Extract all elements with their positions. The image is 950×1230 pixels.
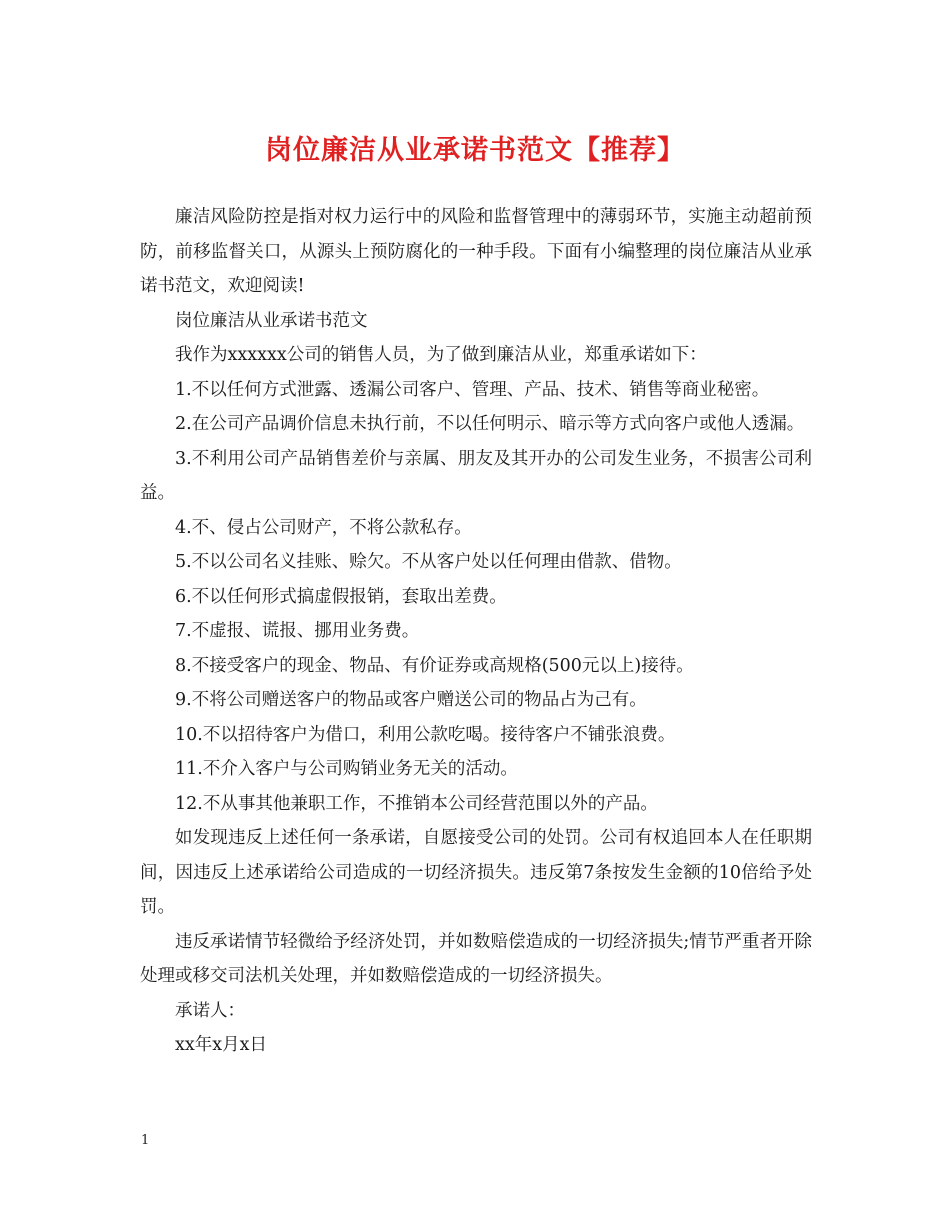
pledge-opening: 我作为xxxxxx公司的销售人员，为了做到廉洁从业，郑重承诺如下：	[175, 345, 707, 365]
pledge-item-8: 8.不接受客户的现金、物品、有价证券或高规格(500元以上)接待。	[175, 655, 694, 676]
penalty-paragraph: 如发现违反上述任何一条承诺，自愿接受公司的处罚。公司有权追回本人在任职期间，因违反上述承诺给公司造成的一切经济损失。违反第7条按发生金额的10倍给予处罚。	[140, 828, 812, 917]
pledge-item-5: 5.不以公司名义挂账、赊欠。不从客户处以任何理由借款、借物。	[175, 552, 682, 572]
pledge-item-3: 3.不利用公司产品销售差价与亲属、朋友及其开办的公司发生业务，不损害公司利益。	[140, 448, 812, 503]
page-number: 1	[141, 1133, 150, 1148]
pledge-item-12: 12.不从事其他兼职工作，不推销本公司经营范围以外的产品。	[175, 793, 658, 814]
date-line: xx年x月x日	[175, 1035, 267, 1055]
violation-paragraph: 违反承诺情节轻微给予经济处罚，并如数赔偿造成的一切经济损失;情节严重者开除处理或移交司法机关处理，并如数赔偿造成的一切经济损失。	[140, 931, 812, 986]
pledge-item-10: 10.不以招待客户为借口，利用公款吃喝。接待客户不铺张浪费。	[175, 724, 676, 745]
document-title: 岗位廉洁从业承诺书范文【推荐】	[265, 135, 685, 166]
pledge-item-11: 11.不介入客户与公司购销业务无关的活动。	[175, 759, 518, 779]
pledge-item-7: 7.不虚报、谎报、挪用业务费。	[175, 621, 420, 641]
pledge-item-1: 1.不以任何方式泄露、透漏公司客户、管理、产品、技术、销售等商业秘密。	[175, 379, 770, 400]
pledge-item-9: 9.不将公司赠送客户的物品或客户赠送公司的物品占为己有。	[175, 690, 647, 710]
intro-paragraph: 廉洁风险防控是指对权力运行中的风险和监督管理中的薄弱环节，实施主动超前预防，前移监督关口，从源头上预防腐化的一种手段。下面有小编整理的岗位廉洁从业承诺书范文，欢迎阅读!	[140, 207, 812, 296]
pledge-item-4: 4.不、侵占公司财产，不将公款私存。	[175, 517, 472, 538]
pledge-item-6: 6.不以任何形式搞虚假报销，套取出差费。	[175, 586, 507, 607]
pledge-item-2: 2.在公司产品调价信息未执行前，不以任何明示、暗示等方式向客户或他人透漏。	[175, 414, 805, 434]
document-body	[140, 200, 812, 1063]
signatory-label: 承诺人：	[175, 1000, 245, 1021]
section-heading: 岗位廉洁从业承诺书范文	[175, 310, 368, 331]
